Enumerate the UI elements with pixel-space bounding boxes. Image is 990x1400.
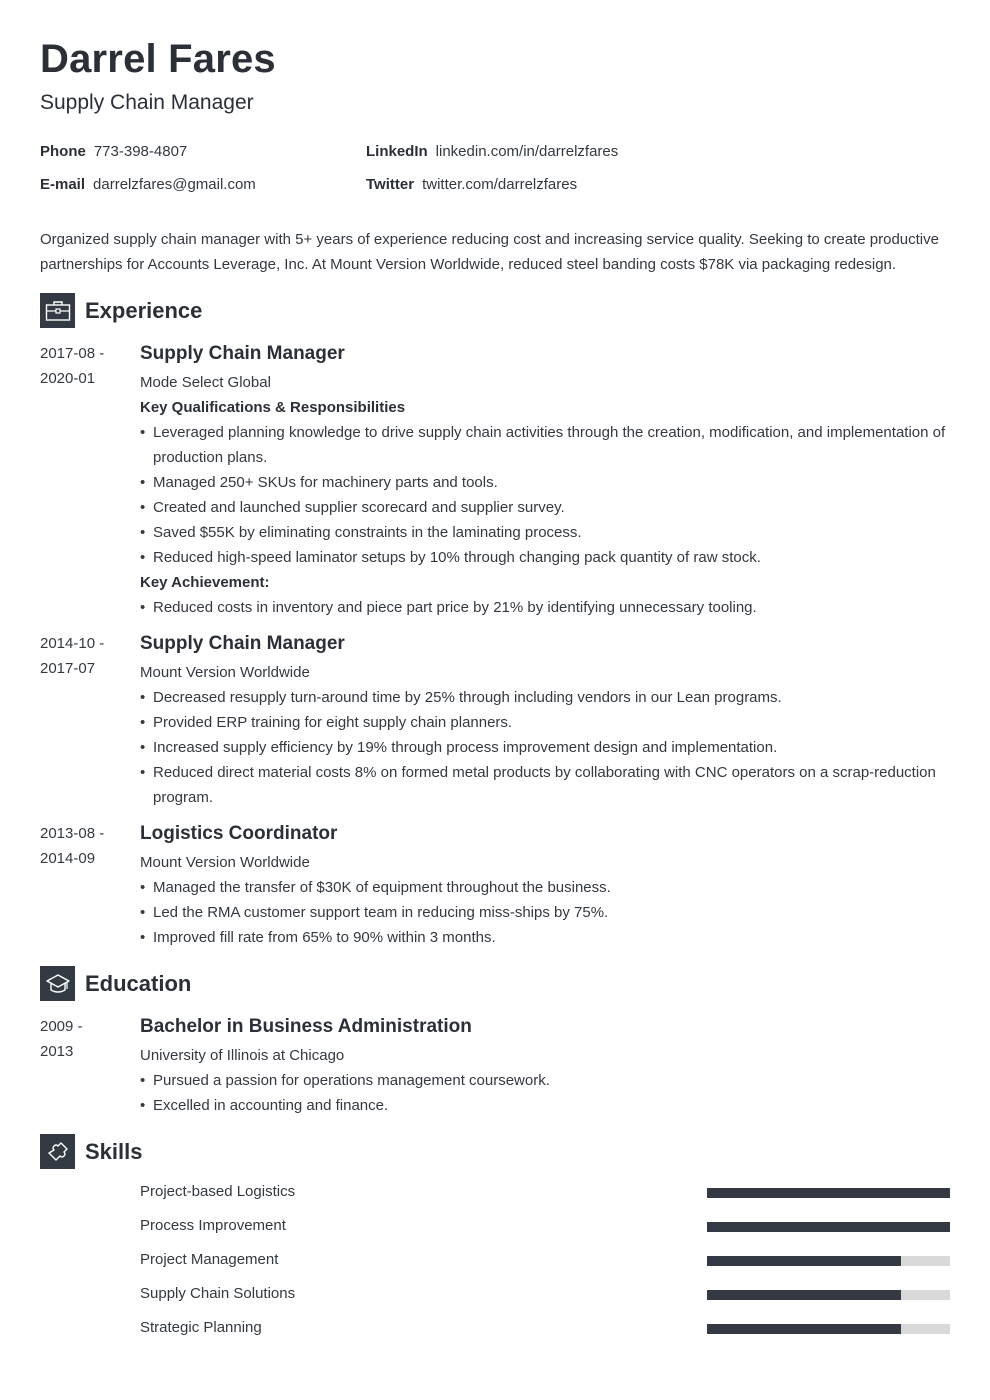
contact-phone (40, 143, 187, 160)
skill-level-bar (707, 1222, 950, 1232)
experience-title: Experience (85, 297, 203, 323)
entry-dates (40, 821, 130, 871)
list-item: • Created and launched supplier scorecard and supplier survey. (140, 495, 950, 520)
entry-end: 2017-07 (40, 660, 96, 677)
entry-body (140, 631, 950, 810)
skill-level-bar (707, 1324, 950, 1334)
entry-achievements (140, 595, 950, 620)
contact-linkedin-value[interactable]: linkedin.com/in/darrelzfares (435, 143, 619, 160)
skills-title: Skills (85, 1138, 143, 1164)
entry-start: 2013-08 - (40, 825, 105, 842)
candidate-title: Supply Chain Manager (40, 91, 254, 114)
entry-start: 2017-08 - (40, 345, 105, 362)
list-item: • Managed 250+ SKUs for machinery parts and tools. (140, 470, 950, 495)
entry-dates (40, 341, 130, 391)
skill-level-bar (707, 1256, 950, 1266)
list-item: • Increased supply efficiency by 19% through process improvement design and implementation. (140, 735, 950, 760)
skill-level-fill (707, 1222, 950, 1232)
briefcase-icon (40, 293, 75, 328)
entry-degree: Bachelor in Business Administration (140, 1016, 472, 1037)
entry-body (140, 821, 950, 950)
contact-linkedin-label: LinkedIn (366, 143, 428, 160)
skill-name: Supply Chain Solutions (140, 1285, 296, 1302)
summary: Organized supply chain manager with 5+ years of experience reducing cost and increasing service quality. Seeking to create productive partnerships for Accounts Leverage, Inc. At Mount Version Worldwide, reduced steel banding costs $78K via packaging redesign. (40, 231, 939, 273)
list-item: • Decreased resupply turn-around time by 25% through including vendors in our Lean programs. (140, 685, 950, 710)
skill-level-bar (707, 1188, 950, 1198)
list-item: • Excelled in accounting and finance. (140, 1093, 950, 1118)
skill-row (140, 1216, 950, 1236)
entry-role: Supply Chain Manager (140, 343, 345, 364)
list-item: • Improved fill rate from 65% to 90% within 3 months. (140, 925, 950, 950)
skill-level-fill (707, 1290, 901, 1300)
skill-level-fill (707, 1256, 901, 1266)
contact-phone-value: 773-398-4807 (93, 143, 188, 160)
skill-name: Project-based Logistics (140, 1183, 296, 1200)
list-item: • Provided ERP training for eight supply chain planners. (140, 710, 950, 735)
entry-start: 2014-10 - (40, 635, 105, 652)
contact-email-label: E-mail (40, 176, 86, 193)
skill-level-bar (707, 1290, 950, 1300)
entry-bullets (140, 685, 950, 810)
list-item: • Managed the transfer of $30K of equipment throughout the business. (140, 875, 950, 900)
entry-org: Mount Version Worldwide (140, 854, 310, 871)
contact-linkedin (366, 143, 618, 160)
candidate-name: Darrel Fares (40, 37, 276, 81)
puzzle-hand-icon (40, 1134, 75, 1169)
skills-header (40, 1134, 142, 1169)
entry-org: Mode Select Global (140, 374, 271, 391)
entry-end: 2020-01 (40, 370, 96, 387)
skill-level-fill (707, 1324, 901, 1334)
skill-level-fill (707, 1188, 950, 1198)
entry-end: 2014-09 (40, 850, 96, 867)
entry-bullets (140, 420, 950, 570)
contact-email-value[interactable]: darrelzfares@gmail.com (93, 176, 256, 193)
graduation-cap-icon (40, 966, 75, 1001)
entry-start: 2009 - (40, 1018, 83, 1035)
entry-subheading: Key Achievement: (140, 574, 270, 591)
entry-body (140, 1014, 950, 1118)
contact-twitter (366, 176, 577, 193)
list-item: • Saved $55K by eliminating constraints in the laminating process. (140, 520, 950, 545)
skill-name: Project Management (140, 1251, 279, 1268)
education-header (40, 966, 191, 1001)
skill-name: Process Improvement (140, 1217, 286, 1234)
skill-row (140, 1318, 950, 1338)
entry-org: Mount Version Worldwide (140, 664, 310, 681)
contact-phone-label: Phone (40, 143, 86, 160)
list-item: • Reduced high-speed laminator setups by 10% through changing pack quantity of raw stock. (140, 545, 950, 570)
contact-twitter-value[interactable]: twitter.com/darrelzfares (422, 176, 578, 193)
list-item: • Pursued a passion for operations management coursework. (140, 1068, 950, 1093)
list-item: • Reduced direct material costs 8% on formed metal products by collaborating with CNC operators on a scrap-reduction program. (140, 760, 950, 810)
contact-email (40, 176, 256, 193)
contact-twitter-label: Twitter (366, 176, 415, 193)
entry-bullets (140, 1068, 950, 1118)
entry-dates (40, 1014, 130, 1064)
list-item: • Reduced costs in inventory and piece part price by 21% by identifying unnecessary tooling. (140, 595, 950, 620)
entry-bullets (140, 875, 950, 950)
list-item: • Led the RMA customer support team in reducing miss-ships by 75%. (140, 900, 950, 925)
education-title: Education (85, 970, 192, 996)
skill-row (140, 1182, 950, 1202)
list-item: • Leveraged planning knowledge to drive supply chain activities through the creation, modification, and implementation of production plans. (140, 420, 950, 470)
skill-row (140, 1250, 950, 1270)
skill-row (140, 1284, 950, 1304)
entry-school: University of Illinois at Chicago (140, 1047, 345, 1064)
entry-body (140, 341, 950, 620)
entry-subheading: Key Qualifications & Responsibilities (140, 399, 406, 416)
entry-end: 2013 (40, 1043, 74, 1060)
skill-name: Strategic Planning (140, 1319, 262, 1336)
entry-dates (40, 631, 130, 681)
entry-role: Logistics Coordinator (140, 823, 338, 844)
entry-role: Supply Chain Manager (140, 633, 345, 654)
experience-header (40, 293, 202, 328)
